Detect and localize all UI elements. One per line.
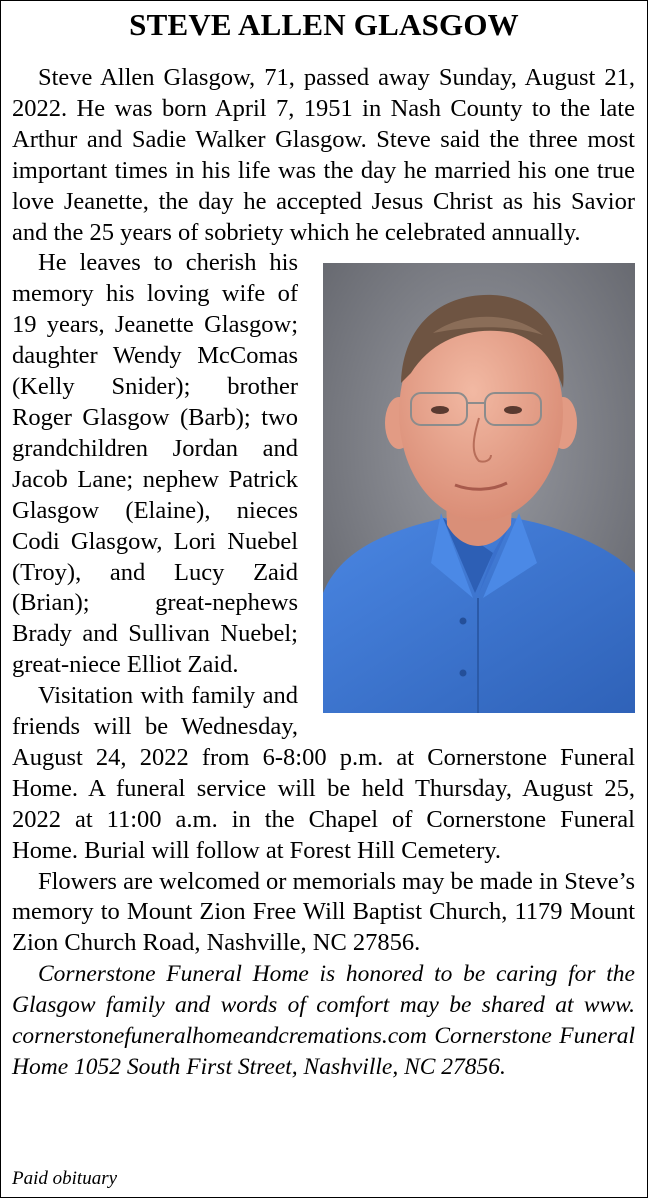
- paragraph-funeral-home: Cornerstone Funeral Home is honored to be caring for the Glasgow family and words of comfort may be shared at www. cornerstonefuneralhomeandcremations.com Cornerstone Funeral Home 1052 South First Street, Nashville, NC 27856.: [12, 961, 635, 1080]
- obituary-title: STEVE ALLEN GLASGOW: [129, 7, 519, 42]
- paragraph-announcement: Steve Allen Glasgow, 71, passed away Sunday, August 21, 2022. He was born April 7, 1951 in Nash County to the late Arthur and Sadie Walker Glasgow. Steve said the three most important times in his life was the day he married his one true love Jeanette, the day he accepted Jesus Christ as his Savior and the 25 years of sobriety which he celebrated annually.: [12, 64, 635, 246]
- paragraph-memorials: Flowers are welcomed or memorials may be made in Steve’s memory to Mount Zion Free Will Baptist Church, 1179 Mount Zion Church Road, Nashville, NC 27856.: [12, 867, 635, 957]
- portrait-photo: [323, 263, 635, 713]
- portrait-illustration: [323, 263, 635, 713]
- paragraph-services: Visitation with family and friends will be Wednesday, August 24, 2022 from 6-8:00 p.m. at Cornerstone Funeral Home. A funeral service will be held Thursday, August 25, 2022 at 11:00 a.m. in the Chapel of Cornerstone Funeral Home. Burial will follow at Forest Hill Cemetery.: [12, 682, 635, 864]
- paid-obituary-label: Paid obituary: [12, 1168, 118, 1189]
- obituary-body: [12, 63, 635, 1083]
- paragraph-survivors: He leaves to cherish his memory his loving wife of 19 years, Jeanette Glasgow; daughter Wendy McComas (Kelly Snider); brother Roger Glasgow (Barb); two grandchildren Jordan and Jacob Lane; nephew Patrick Glasgow (Elaine), nieces Codi Glasgow, Lori Nuebel (Troy), and Lucy Zaid (Brian); great-nephews Brady and Sullivan Nuebel; great-niece Elliot Zaid.: [12, 249, 298, 679]
